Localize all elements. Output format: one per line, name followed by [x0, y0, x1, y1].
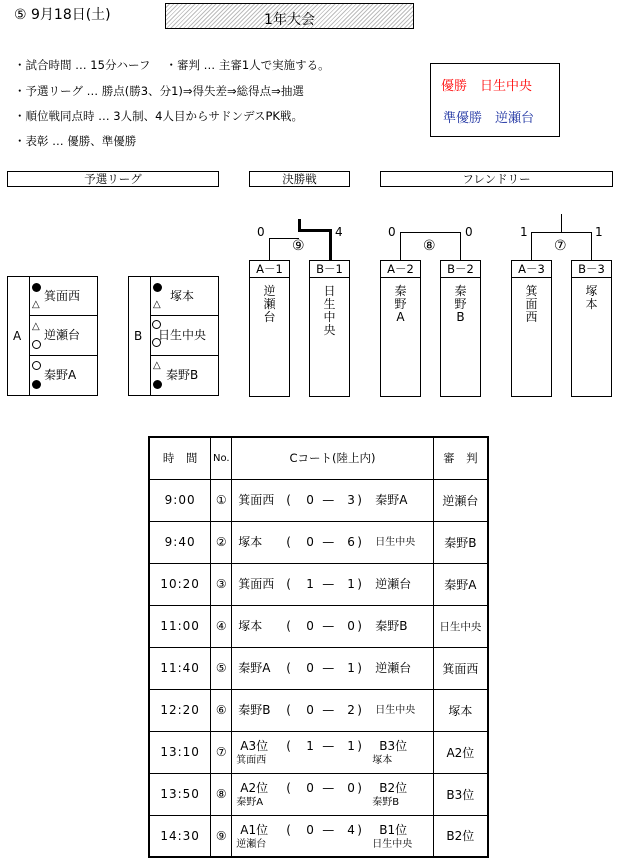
rule-match-time: ・試合時間 … 15分ハーフ ・審判 … 主審1人で実施する。 [14, 58, 330, 72]
score-dash: — [322, 702, 335, 717]
slot-team-name: 日 生 中 央 [323, 284, 336, 337]
header-court: Cコート(陸上内) [232, 437, 433, 479]
score-a: 0 [306, 702, 314, 717]
score-open-paren: ( [286, 702, 291, 717]
match-referee: 秦野A [433, 563, 488, 605]
slot-seed: A－3 [512, 261, 551, 278]
match-number: ① [211, 479, 232, 521]
win-mark [32, 361, 41, 370]
score-b: 1 [347, 738, 355, 753]
team-b-detail: 塚本 [372, 754, 393, 766]
match-time: 9:00 [149, 479, 211, 521]
score-open-paren: ( [286, 660, 291, 675]
match-cell [232, 521, 433, 563]
win-mark [32, 340, 41, 349]
match-time: 11:40 [149, 647, 211, 689]
team-a: 秦野B [238, 702, 271, 717]
score-open-paren: ( [286, 534, 291, 549]
draw-mark: △ [32, 299, 40, 310]
schedule-row [149, 731, 488, 773]
loss-mark [153, 380, 162, 389]
team-b-detail: 日生中央 [372, 838, 413, 850]
score-close-paren: ) [357, 702, 362, 717]
schedule-row [149, 521, 488, 563]
winner-text: 優勝 日生中央 [441, 79, 533, 94]
match-number: ⑦ [211, 731, 232, 773]
rule-tiebreak: ・順位戦同点時 … 3人制、4人目からサドンデスPK戦。 [14, 109, 303, 123]
team-a: 塚本 [238, 618, 263, 633]
event-date: ⑤ 9月18日(土) [14, 7, 111, 23]
score-open-paren: ( [286, 576, 291, 591]
slot-seed: B－2 [441, 261, 480, 278]
score-b: 1 [347, 576, 355, 591]
slot-team [250, 285, 289, 324]
event-title-box [165, 3, 414, 29]
team-a: 箕面西 [238, 576, 275, 591]
team-b: B3位 [379, 738, 408, 753]
score-b: 3 [347, 492, 355, 507]
match-time: 12:20 [149, 689, 211, 731]
schedule-header-row [149, 437, 488, 479]
slot-team-name: 箕 面 西 [525, 284, 538, 324]
score-close-paren: ) [357, 822, 362, 837]
game8-right-score: 0 [465, 225, 473, 239]
final-left-score: 0 [257, 225, 265, 239]
score-b: 1 [347, 660, 355, 675]
slot-team [441, 285, 480, 324]
team-b: 逆瀬台 [375, 576, 412, 591]
team-b-detail: 秦野B [372, 796, 400, 808]
team-b: 日生中央 [375, 704, 416, 716]
slot-team [310, 285, 349, 337]
loss-mark [153, 283, 162, 292]
score-dash: — [322, 618, 335, 633]
score-a: 0 [306, 618, 314, 633]
schedule-row [149, 563, 488, 605]
team-b: 秦野B [375, 618, 408, 633]
score-b: 0 [347, 618, 355, 633]
match-referee: 箕面西 [433, 647, 488, 689]
score-open-paren: ( [286, 738, 291, 753]
match-cell [232, 689, 433, 731]
game7-number: ⑦ [554, 238, 567, 254]
score-b: 0 [347, 780, 355, 795]
score-a: 0 [306, 822, 314, 837]
draw-mark: △ [153, 360, 161, 371]
final-left-slot [249, 260, 290, 397]
slot-team [572, 285, 611, 311]
match-number: ③ [211, 563, 232, 605]
score-a: 1 [306, 738, 314, 753]
final-right-slot [309, 260, 350, 397]
score-dash: — [322, 660, 335, 675]
score-open-paren: ( [286, 618, 291, 633]
runner-up-text: 準優勝 逆瀬台 [443, 111, 535, 126]
game7-left-slot [511, 260, 552, 397]
header-no: No. [211, 437, 232, 479]
score-a: 0 [306, 492, 314, 507]
event-title: 1年大会 [264, 12, 315, 28]
match-cell [232, 563, 433, 605]
rule-league: ・予選リーグ … 勝点(勝3、分1)⇒得失差⇒総得点⇒抽選 [14, 84, 304, 98]
score-dash: — [322, 576, 335, 591]
slot-seed: A－1 [250, 261, 289, 278]
match-cell [232, 605, 433, 647]
slot-team-name: 秦 野 B [454, 284, 467, 324]
team-a-detail: 秦野A [236, 796, 264, 808]
match-cell [232, 815, 433, 857]
section-friendly: フレンドリー [380, 171, 613, 187]
slot-seed: B－1 [310, 261, 349, 278]
group-a-team-3: 秦野A [44, 368, 77, 382]
header-ref: 審 判 [433, 437, 488, 479]
schedule-row [149, 815, 488, 857]
game8-right-slot [440, 260, 481, 397]
score-close-paren: ) [357, 660, 362, 675]
match-time: 13:10 [149, 731, 211, 773]
match-referee: 日生中央 [433, 605, 488, 647]
schedule-row [149, 647, 488, 689]
team-a-detail: 箕面西 [236, 754, 267, 766]
match-number: ④ [211, 605, 232, 647]
team-b: 秦野A [375, 492, 408, 507]
match-referee: 逆瀬台 [433, 479, 488, 521]
match-time: 9:40 [149, 521, 211, 563]
match-referee: B2位 [433, 815, 488, 857]
slot-seed: B－3 [572, 261, 611, 278]
group-b-letter: B [134, 329, 143, 343]
team-a-detail: 逆瀬台 [236, 838, 267, 850]
match-number: ⑥ [211, 689, 232, 731]
slot-team-name: 逆 瀬 台 [263, 284, 276, 324]
score-open-paren: ( [286, 492, 291, 507]
score-open-paren: ( [286, 822, 291, 837]
match-cell [232, 773, 433, 815]
game7-right-slot [571, 260, 612, 397]
draw-mark: △ [32, 321, 40, 332]
score-close-paren: ) [357, 492, 362, 507]
match-referee: A2位 [433, 731, 488, 773]
slot-team [512, 285, 551, 324]
slot-seed: A－2 [381, 261, 420, 278]
match-referee: B3位 [433, 773, 488, 815]
team-b: B1位 [379, 822, 408, 837]
team-a: A1位 [240, 822, 269, 837]
score-a: 0 [306, 534, 314, 549]
schedule-row [149, 773, 488, 815]
match-cell [232, 731, 433, 773]
team-a: A3位 [240, 738, 269, 753]
game7-left-score: 1 [520, 225, 528, 239]
result-box [430, 63, 560, 137]
group-b-team-3: 秦野B [166, 368, 199, 382]
match-number: ⑨ [211, 815, 232, 857]
section-league: 予選リーグ [7, 171, 219, 187]
match-time: 11:00 [149, 605, 211, 647]
match-number: ② [211, 521, 232, 563]
match-cell [232, 479, 433, 521]
draw-mark: △ [153, 299, 161, 310]
team-b: B2位 [379, 780, 408, 795]
score-b: 6 [347, 534, 355, 549]
score-dash: — [322, 780, 335, 795]
slot-team-name: 塚 本 [585, 284, 598, 311]
schedule-row [149, 605, 488, 647]
team-a: A2位 [240, 780, 269, 795]
match-cell [232, 647, 433, 689]
final-right-score: 4 [335, 225, 343, 239]
team-b: 日生中央 [375, 536, 416, 548]
score-close-paren: ) [357, 618, 362, 633]
score-close-paren: ) [357, 780, 362, 795]
score-close-paren: ) [357, 576, 362, 591]
schedule-row [149, 689, 488, 731]
header-time: 時 間 [149, 437, 211, 479]
rule-award: ・表彰 … 優勝、準優勝 [14, 134, 137, 148]
group-a-team-1: 箕面西 [44, 289, 81, 303]
team-a: 箕面西 [238, 492, 275, 507]
score-a: 0 [306, 780, 314, 795]
slot-team [381, 285, 420, 324]
match-time: 13:50 [149, 773, 211, 815]
group-b-team-2: 日生中央 [158, 328, 207, 342]
game8-left-score: 0 [388, 225, 396, 239]
score-close-paren: ) [357, 534, 362, 549]
loss-mark [32, 283, 41, 292]
score-open-paren: ( [286, 780, 291, 795]
match-number: ⑤ [211, 647, 232, 689]
score-dash: — [322, 492, 335, 507]
match-time: 10:20 [149, 563, 211, 605]
team-a: 秦野A [238, 660, 271, 675]
match-referee: 塚本 [433, 689, 488, 731]
loss-mark [32, 380, 41, 389]
group-a-letter: A [13, 329, 22, 343]
schedule-row [149, 479, 488, 521]
game7-right-score: 1 [595, 225, 603, 239]
slot-team-name: 秦 野 A [394, 284, 407, 324]
section-final: 決勝戦 [249, 171, 350, 187]
game8-number: ⑧ [423, 238, 436, 254]
group-b-team-1: 塚本 [170, 289, 195, 303]
score-dash: — [322, 822, 335, 837]
match-number: ⑧ [211, 773, 232, 815]
score-dash: — [322, 534, 335, 549]
group-a-team-2: 逆瀬台 [44, 328, 81, 342]
team-a: 塚本 [238, 534, 263, 549]
game8-left-slot [380, 260, 421, 397]
schedule-table [148, 436, 489, 858]
score-close-paren: ) [357, 738, 362, 753]
score-dash: — [322, 738, 335, 753]
match-referee: 秦野B [433, 521, 488, 563]
final-game-number: ⑨ [292, 238, 305, 254]
score-b: 2 [347, 702, 355, 717]
match-time: 14:30 [149, 815, 211, 857]
score-a: 0 [306, 660, 314, 675]
team-b: 逆瀬台 [375, 660, 412, 675]
score-a: 1 [306, 576, 314, 591]
score-b: 4 [347, 822, 355, 837]
